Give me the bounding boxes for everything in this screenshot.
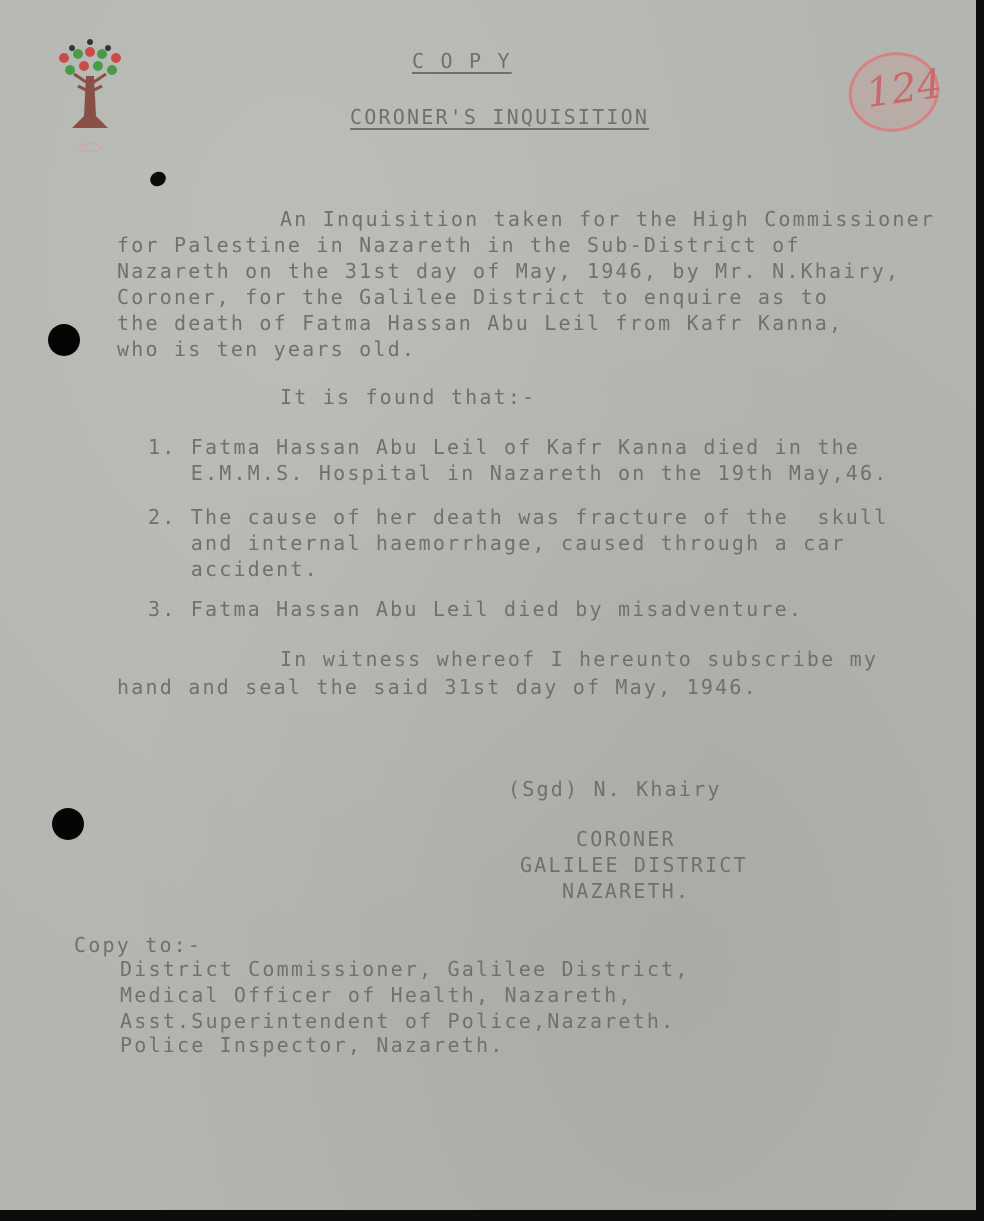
ink-blot — [148, 169, 169, 189]
intro-line: An Inquisition taken for the High Commissioner — [280, 207, 936, 231]
copy-recipient: Asst.Superintendent of Police,Nazareth. — [120, 1009, 676, 1033]
red-folio-stamp — [846, 48, 946, 136]
scan-edge-right — [976, 0, 984, 1221]
scan-edge-bottom — [0, 1210, 984, 1221]
finding-line: E.M.M.S. Hospital in Nazareth on the 19th May,46. — [148, 461, 889, 485]
copy-to-heading: Copy to:- — [74, 933, 203, 957]
intro-line: the death of Fatma Hassan Abu Leil from Kafr Kanna, — [117, 311, 844, 335]
copy-label: C O P Y — [412, 49, 512, 73]
finding-line: and internal haemorrhage, caused through a car — [148, 531, 846, 555]
finding-line: 2. The cause of her death was fracture of the skull — [148, 505, 889, 529]
signature-title-line: GALILEE DISTRICT — [520, 853, 748, 877]
intro-line: for Palestine in Nazareth in the Sub-District of — [117, 233, 801, 257]
intro-line: who is ten years old. — [117, 337, 417, 361]
copy-recipient: Medical Officer of Health, Nazareth, — [120, 983, 633, 1007]
copy-recipient: Police Inspector, Nazareth. — [120, 1033, 505, 1057]
witness-line: In witness whereof I hereunto subscribe my — [280, 647, 879, 671]
stamp-number: 124 — [863, 60, 946, 118]
intro-line: Coroner, for the Galilee District to enquire as to — [117, 285, 830, 309]
copy-recipient: District Commissioner, Galilee District, — [120, 957, 690, 981]
punch-hole — [48, 324, 80, 356]
archive-logo-icon — [50, 36, 130, 186]
signature: (Sgd) N. Khairy — [508, 777, 722, 801]
witness-line: hand and seal the said 31st day of May, 1946. — [117, 675, 758, 699]
document-title: CORONER'S INQUISITION — [350, 105, 650, 129]
signature-title-line: CORONER — [576, 827, 676, 851]
findings-heading: It is found that:- — [280, 385, 537, 409]
finding-line: 1. Fatma Hassan Abu Leil of Kafr Kanna died in the — [148, 435, 861, 459]
intro-line: Nazareth on the 31st day of May, 1946, by Mr. N.Khairy, — [117, 259, 901, 283]
finding-line: accident. — [148, 557, 319, 581]
punch-hole — [52, 808, 84, 840]
signature-title-line: NAZARETH. — [562, 879, 691, 903]
finding-line: 3. Fatma Hassan Abu Leil died by misadventure. — [148, 597, 804, 621]
